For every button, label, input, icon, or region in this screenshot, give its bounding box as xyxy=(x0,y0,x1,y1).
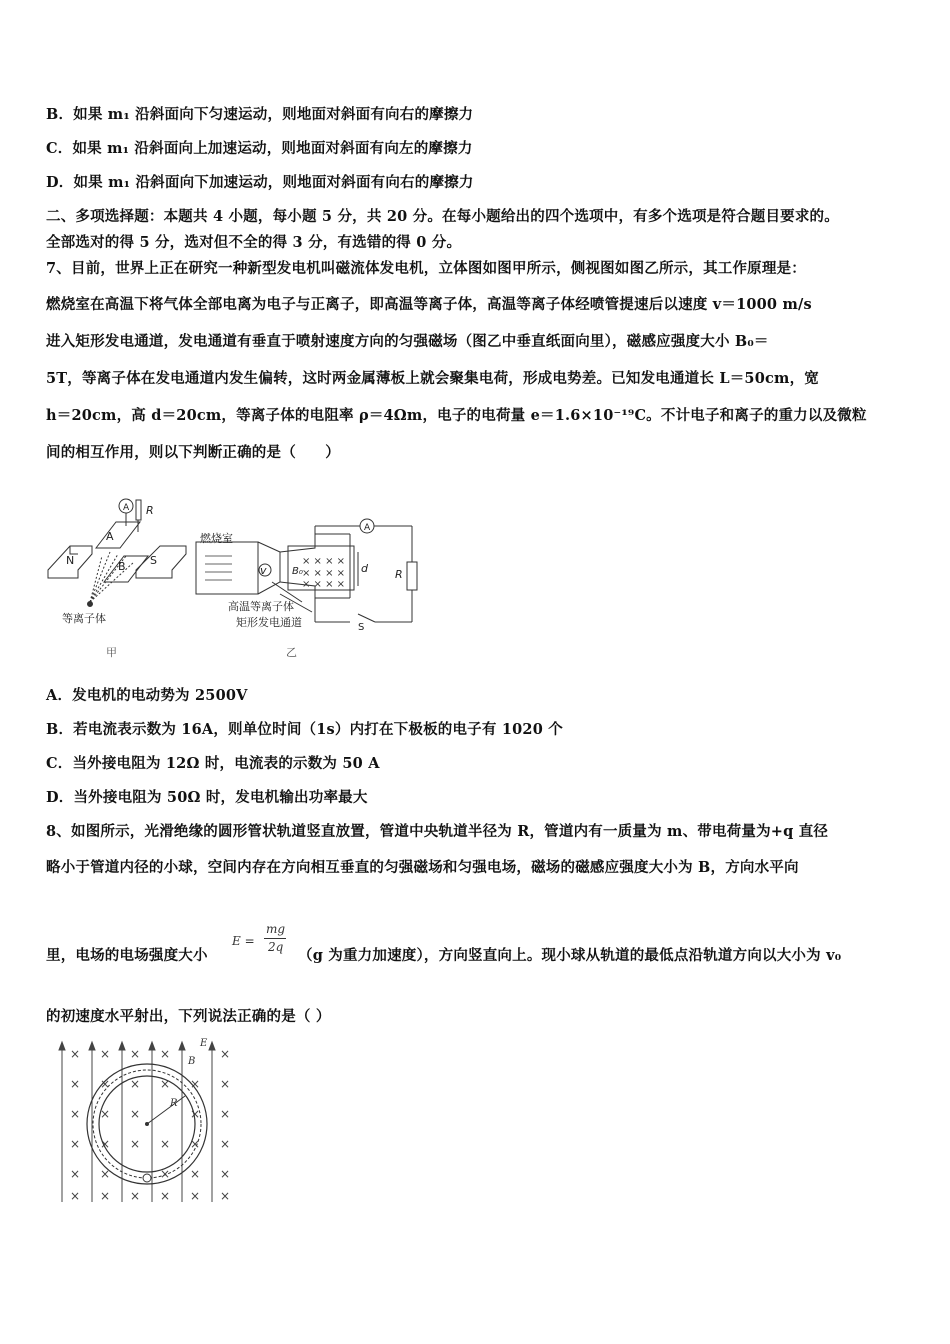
q7-line4: 5T，等离子体在发电通道内发生偏转，这时两金属薄板上就会聚集电荷，形成电势差。已知发电通道长 L＝50cm，宽 xyxy=(46,370,819,387)
formula-denominator: 2q xyxy=(268,940,284,954)
svg-text:×: × xyxy=(220,1137,231,1151)
option-c: C．如果 m₁ 沿斜面向上加速运动，则地面对斜面有向左的摩擦力 xyxy=(46,140,473,157)
svg-text:×: × xyxy=(160,1189,171,1203)
resistor-r2 xyxy=(407,562,417,590)
q7-option-c: C．当外接电阻为 12Ω 时，电流表的示数为 50 A xyxy=(46,755,380,772)
svg-text:×: × xyxy=(220,1047,231,1061)
label-channel: 矩形发电通道 xyxy=(236,616,302,629)
q7-line1: 7、目前，世界上正在研究一种新型发电机叫磁流体发电机，立体图如图甲所示，侧视图如图乙所示，其工作原理是： xyxy=(46,260,806,277)
q7-line3: 进入矩形发电通道，发电通道有垂直于喷射速度方向的匀强磁场（图乙中垂直纸面向里），磁感应强度大小 B₀＝ xyxy=(46,333,769,350)
q8-line3b: （g 为重力加速度），方向竖直向上。现小球从轨道的最低点沿轨道方向以大小为 v₀ xyxy=(298,947,842,964)
svg-text:× × × ×: × × × × xyxy=(302,579,346,590)
svg-text:×: × xyxy=(130,1137,141,1151)
switch-s xyxy=(358,614,375,622)
svg-text:×: × xyxy=(160,1077,171,1091)
label-ammeter2: A xyxy=(364,523,371,533)
q8-line4: 的初速度水平射出，下列说法正确的是（ ） xyxy=(46,1008,331,1025)
plasma-paths xyxy=(90,552,134,602)
svg-text:×: × xyxy=(70,1047,81,1061)
q8-line1: 8、如图所示，光滑绝缘的圆形管状轨道竖直放置，管道中央轨道半径为 R，管道内有一质量为 m、带电荷量为+q 直径 xyxy=(46,823,829,840)
svg-text:×: × xyxy=(220,1077,231,1091)
section-heading-cont: 全部选对的得 5 分，选对但不全的得 3 分，有选错的得 0 分。 xyxy=(46,234,462,251)
combustion-chamber xyxy=(196,542,258,594)
label-plate-a: A xyxy=(106,530,114,543)
svg-text:×: × xyxy=(190,1167,201,1181)
svg-text:×: × xyxy=(70,1107,81,1121)
mhd-generator-figure xyxy=(40,490,430,665)
q7-option-a: A．发电机的电动势为 2500V xyxy=(46,687,248,704)
upper-plate-shape xyxy=(280,534,350,552)
svg-text:× × × ×: × × × × xyxy=(302,556,346,567)
svg-text:×: × xyxy=(130,1107,141,1121)
svg-text:×: × xyxy=(220,1167,231,1181)
caption-yi: 乙 xyxy=(286,646,297,659)
svg-text:×: × xyxy=(160,1137,171,1151)
q7-line2: 燃烧室在高温下将气体全部电离为电子与正离子，即高温等离子体，高温等离子体经喷管提速后以速度 v＝1000 m/s xyxy=(46,296,812,313)
svg-text:×: × xyxy=(100,1107,111,1121)
label-chamber: 燃烧室 xyxy=(200,532,233,545)
svg-text:×: × xyxy=(130,1077,141,1091)
electric-field-formula xyxy=(232,922,292,962)
svg-text:×: × xyxy=(100,1189,111,1203)
q8-line3a: 里，电场的电场强度大小 xyxy=(46,947,208,964)
svg-text:×: × xyxy=(190,1107,201,1121)
q7-option-d: D．当外接电阻为 50Ω 时，发电机输出功率最大 xyxy=(46,789,368,806)
svg-text:×: × xyxy=(70,1077,81,1091)
svg-text:×: × xyxy=(130,1189,141,1203)
resistor-r xyxy=(136,500,141,520)
svg-text:×: × xyxy=(220,1189,231,1203)
label-hot-plasma: 高温等离子体 xyxy=(228,600,294,613)
option-d: D．如果 m₁ 沿斜面向下加速运动，则地面对斜面有向右的摩擦力 xyxy=(46,174,474,191)
svg-text:×: × xyxy=(220,1107,231,1121)
label-plasma: 等离子体 xyxy=(62,612,106,625)
formula-lhs: E = xyxy=(232,934,255,948)
label-b: B xyxy=(188,1056,196,1067)
chamber-lines xyxy=(205,556,232,580)
ball xyxy=(143,1174,151,1182)
svg-text:×: × xyxy=(130,1047,141,1061)
label-r: R xyxy=(146,504,154,517)
option-b: B．如果 m₁ 沿斜面向下匀速运动，则地面对斜面有向右的摩擦力 xyxy=(46,106,474,123)
q7-option-b: B．若电流表示数为 16A，则单位时间（1s）内打在下极板的电子有 1020 个 xyxy=(46,721,563,738)
plate-a xyxy=(96,522,140,548)
label-d: d xyxy=(361,562,368,575)
svg-text:×: × xyxy=(70,1137,81,1151)
svg-text:×: × xyxy=(190,1189,201,1203)
center-dot xyxy=(145,1122,149,1126)
label-b0: B₀ xyxy=(292,566,303,577)
section-heading: 二、多项选择题：本题共 4 小题，每小题 5 分，共 20 分。在每小题给出的四个选项中，有多个选项是符合题目要求的。 xyxy=(46,208,839,225)
svg-text:×: × xyxy=(160,1167,171,1181)
svg-text:× × × ×: × × × × xyxy=(302,568,346,579)
q7-line6: 间的相互作用，则以下判断正确的是（ ） xyxy=(46,444,340,461)
label-n: N xyxy=(66,554,75,567)
label-ammeter: A xyxy=(123,503,130,513)
label-s: S xyxy=(150,554,157,567)
circular-track-figure xyxy=(50,1036,240,1206)
svg-text:×: × xyxy=(190,1077,201,1091)
svg-text:×: × xyxy=(100,1047,111,1061)
svg-text:×: × xyxy=(100,1077,111,1091)
label-switch: S xyxy=(358,622,365,633)
svg-text:×: × xyxy=(70,1167,81,1181)
svg-text:×: × xyxy=(160,1047,171,1061)
field-crosses xyxy=(302,556,345,590)
svg-text:×: × xyxy=(100,1137,111,1151)
fraction-bar xyxy=(264,938,286,939)
label-r: R xyxy=(170,1098,178,1109)
label-r2: R xyxy=(395,568,403,581)
q7-line5: h＝20cm，高 d＝20cm，等离子体的电阻率 ρ＝4Ωm，电子的电荷量 e＝1.6×10⁻¹⁹C。不计电子和离子的重力以及微粒 xyxy=(46,407,867,424)
svg-text:×: × xyxy=(190,1137,201,1151)
label-e: E xyxy=(200,1038,208,1049)
label-plate-b: B xyxy=(118,560,126,573)
svg-text:×: × xyxy=(70,1189,81,1203)
radius-line xyxy=(147,1096,185,1124)
formula-numerator: mg xyxy=(266,922,286,936)
q8-line2: 略小于管道内径的小球，空间内存在方向相互垂直的匀强磁场和匀强电场，磁场的磁感应强度大小为 B，方向水平向 xyxy=(46,859,799,876)
caption-jia: 甲 xyxy=(106,646,117,659)
label-v: v xyxy=(260,564,267,577)
plasma-source xyxy=(88,602,93,607)
svg-text:×: × xyxy=(100,1167,111,1181)
